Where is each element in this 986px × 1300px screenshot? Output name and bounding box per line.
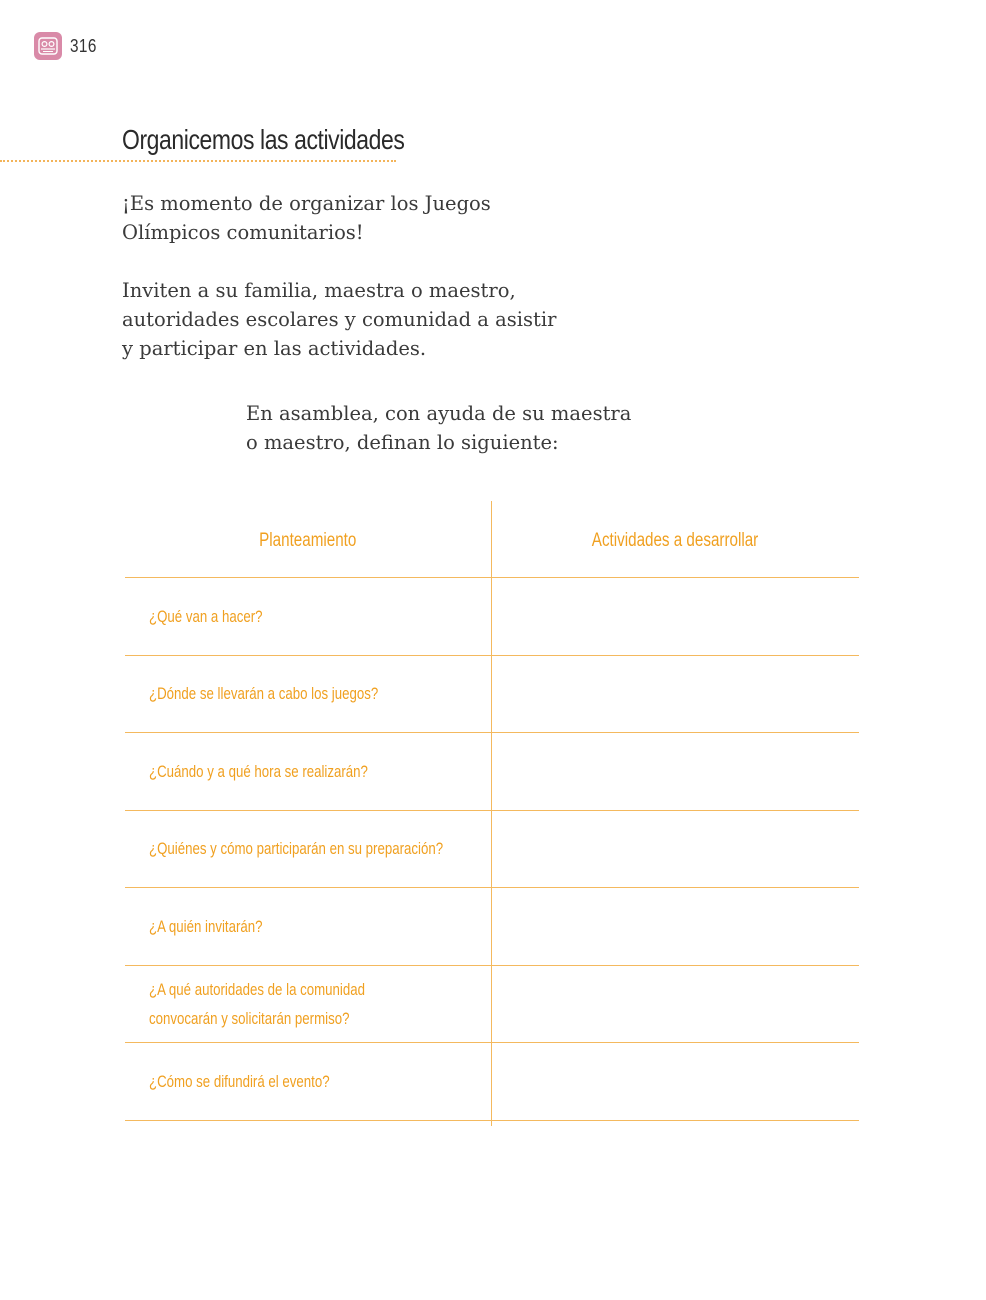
planning-table — [125, 501, 859, 1121]
section-title: Organicemos las actividades — [122, 124, 405, 155]
answer-cell[interactable] — [493, 811, 859, 888]
question-cell: ¿A qué autoridades de la comunidad convocarán y solicitarán permiso? — [149, 979, 365, 1028]
question-cell: ¿Quiénes y cómo participarán en su preparación? — [149, 839, 444, 859]
invite-paragraph — [122, 276, 556, 363]
instruction-paragraph — [246, 399, 631, 457]
answer-cell[interactable] — [493, 1043, 859, 1120]
page-number: 316 — [70, 35, 97, 56]
answer-cell[interactable] — [493, 656, 859, 733]
invite-line: autoridades escolares y comunidad a asistir — [122, 308, 557, 331]
intro-line: Olímpicos comunitarios! — [122, 221, 364, 244]
table-row — [125, 811, 859, 889]
intro-paragraph — [122, 189, 491, 247]
instruction-line: En asamblea, con ayuda de su maestra — [246, 402, 632, 425]
book-emblem-icon — [34, 32, 62, 60]
answer-cell[interactable] — [493, 888, 859, 965]
table-row — [125, 656, 859, 734]
table-row — [125, 1043, 859, 1121]
question-cell: ¿A quién invitarán? — [149, 916, 263, 936]
answer-cell[interactable] — [493, 733, 859, 810]
answer-cell[interactable] — [493, 966, 859, 1043]
title-divider — [0, 160, 396, 162]
table-header-row — [125, 501, 859, 578]
question-cell: ¿Qué van a hacer? — [149, 606, 263, 626]
table-row — [125, 733, 859, 811]
question-cell: ¿Cuándo y a qué hora se realizarán? — [149, 761, 368, 781]
answer-cell[interactable] — [493, 578, 859, 655]
instruction-line: o maestro, definan lo siguiente: — [246, 431, 559, 454]
table-row — [125, 966, 859, 1044]
page-header — [34, 32, 102, 60]
invite-line: Inviten a su familia, maestra o maestro, — [122, 279, 516, 302]
question-cell: ¿Dónde se llevarán a cabo los juegos? — [149, 684, 379, 704]
column-header-actividades: Actividades a desarrollar — [591, 530, 759, 551]
table-row — [125, 888, 859, 966]
table-row — [125, 578, 859, 656]
invite-line: y participar en las actividades. — [122, 337, 427, 360]
intro-line: ¡Es momento de organizar los Juegos — [122, 192, 491, 215]
question-cell: ¿Cómo se difundirá el evento? — [149, 1071, 330, 1091]
column-header-planteamiento: Planteamiento — [259, 530, 357, 551]
